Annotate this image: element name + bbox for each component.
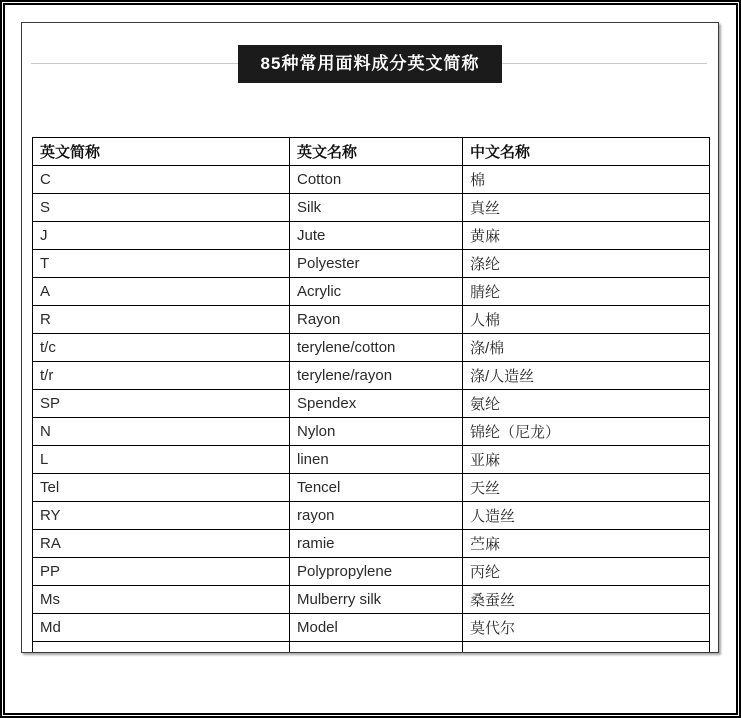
content-panel bbox=[21, 22, 719, 653]
table-cell: Mulberry silk bbox=[290, 586, 463, 614]
table-row bbox=[33, 558, 710, 586]
table-row-clipped bbox=[33, 642, 710, 654]
table-cell: Md bbox=[33, 614, 290, 642]
header-row bbox=[33, 138, 710, 166]
table-cell: 苎麻 bbox=[463, 530, 710, 558]
table-cell: 真丝 bbox=[463, 194, 710, 222]
table-row bbox=[33, 446, 710, 474]
table-cell: t/r bbox=[33, 362, 290, 390]
table-cell: RY bbox=[33, 502, 290, 530]
table-row bbox=[33, 278, 710, 306]
table-cell: Silk bbox=[290, 194, 463, 222]
table-cell: A bbox=[33, 278, 290, 306]
table-row bbox=[33, 502, 710, 530]
table-cell: N bbox=[33, 418, 290, 446]
table-cell: SP bbox=[33, 390, 290, 418]
table-cell: Rayon bbox=[290, 306, 463, 334]
table-row bbox=[33, 166, 710, 194]
table-cell: Spendex bbox=[290, 390, 463, 418]
table-cell: 腈纶 bbox=[463, 278, 710, 306]
table-cell: 亚麻 bbox=[463, 446, 710, 474]
table-header bbox=[33, 138, 710, 166]
table-cell: Cotton bbox=[290, 166, 463, 194]
table-cell: 人棉 bbox=[463, 306, 710, 334]
table-cell: 桑蚕丝 bbox=[463, 586, 710, 614]
table-cell: 涤纶 bbox=[463, 250, 710, 278]
column-header-abbreviation: 英文简称 bbox=[33, 138, 290, 166]
table-cell: Tencel bbox=[290, 474, 463, 502]
table-cell: 丙纶 bbox=[463, 558, 710, 586]
table-cell: 人造丝 bbox=[463, 502, 710, 530]
table-cell: Nylon bbox=[290, 418, 463, 446]
table-cell: 氨纶 bbox=[463, 390, 710, 418]
table-body bbox=[33, 166, 710, 654]
table-cell: rayon bbox=[290, 502, 463, 530]
table-cell: C bbox=[33, 166, 290, 194]
table-row bbox=[33, 390, 710, 418]
table-row bbox=[33, 222, 710, 250]
table-cell: 锦纶（尼龙） bbox=[463, 418, 710, 446]
table-row bbox=[33, 418, 710, 446]
table-cell: S bbox=[33, 194, 290, 222]
table-cell: 棉 bbox=[463, 166, 710, 194]
table-row bbox=[33, 474, 710, 502]
table-cell: T bbox=[33, 250, 290, 278]
table-cell: Acrylic bbox=[290, 278, 463, 306]
table-cell: RA bbox=[33, 530, 290, 558]
table-cell: linen bbox=[290, 446, 463, 474]
table-cell: Tel bbox=[33, 474, 290, 502]
table-row bbox=[33, 306, 710, 334]
table-cell: terylene/rayon bbox=[290, 362, 463, 390]
table-cell: 莫代尔 bbox=[463, 614, 710, 642]
table-cell: Polyester bbox=[290, 250, 463, 278]
fabric-abbreviation-table bbox=[32, 137, 710, 653]
table-cell: R bbox=[33, 306, 290, 334]
table-cell bbox=[290, 642, 463, 654]
table-cell: Model bbox=[290, 614, 463, 642]
table-row bbox=[33, 586, 710, 614]
table-cell: 涤/棉 bbox=[463, 334, 710, 362]
table-cell: Ms bbox=[33, 586, 290, 614]
table-row bbox=[33, 250, 710, 278]
table-cell: 涤/人造丝 bbox=[463, 362, 710, 390]
table-cell: Jute bbox=[290, 222, 463, 250]
table-row bbox=[33, 362, 710, 390]
table-cell: ramie bbox=[290, 530, 463, 558]
table-cell: 天丝 bbox=[463, 474, 710, 502]
column-header-english-name: 英文名称 bbox=[290, 138, 463, 166]
table-cell: J bbox=[33, 222, 290, 250]
column-header-chinese-name: 中文名称 bbox=[463, 138, 710, 166]
table-cell: L bbox=[33, 446, 290, 474]
table-cell: PP bbox=[33, 558, 290, 586]
table-cell bbox=[463, 642, 710, 654]
table-row bbox=[33, 530, 710, 558]
page-title: 85种常用面料成分英文简称 bbox=[238, 45, 502, 83]
table-cell: 黄麻 bbox=[463, 222, 710, 250]
table-row bbox=[33, 334, 710, 362]
table-row bbox=[33, 194, 710, 222]
table-cell: terylene/cotton bbox=[290, 334, 463, 362]
table-cell: Polypropylene bbox=[290, 558, 463, 586]
table-cell: t/c bbox=[33, 334, 290, 362]
table-row bbox=[33, 614, 710, 642]
table-cell bbox=[33, 642, 290, 654]
